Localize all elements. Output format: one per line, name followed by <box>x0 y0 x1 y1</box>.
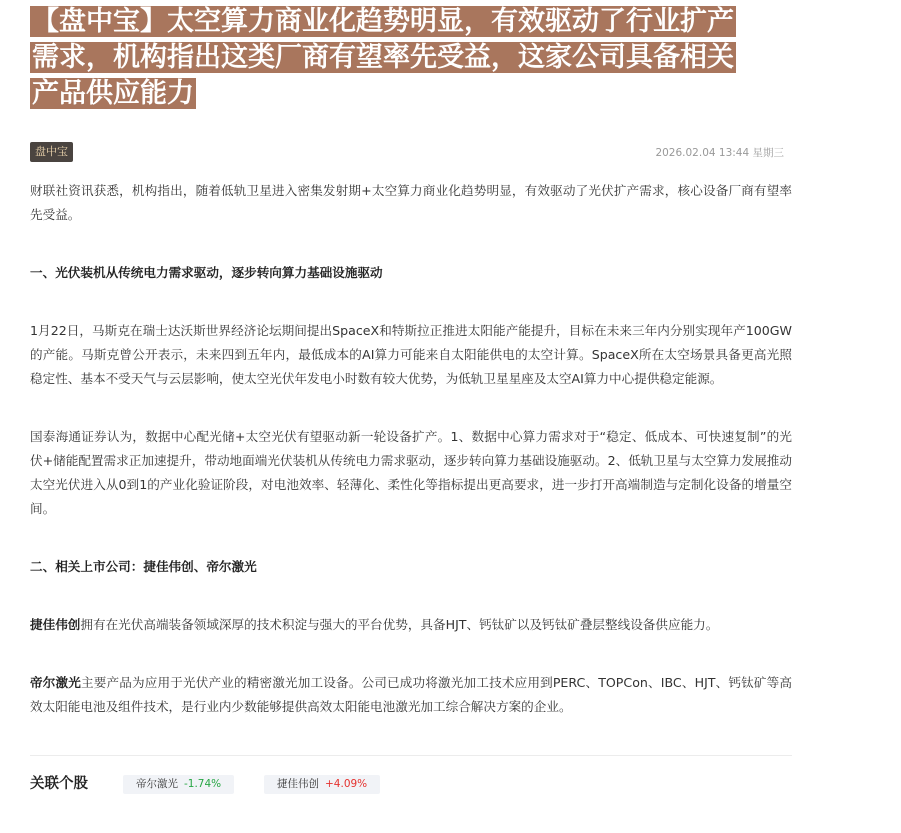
company-desc-1: 拥有在光伏高端装备领域深厚的技术积淀与强大的平台优势，具备HJT、钙钛矿以及钙钛矿叠层整线设备供应能力。 <box>80 617 719 632</box>
stock-name: 帝尔激光 <box>136 778 178 790</box>
company-desc-2: 主要产品为应用于光伏产业的精密激光加工设备。公司已成功将激光加工技术应用到PERC、TOPCon、IBC、HJT、钙钛矿等高效太阳能电池及组件技术，是行业内少数能够提供高效太阳能电池激光加工综合解决方案的企业。 <box>30 675 793 714</box>
title-line: 需求，机构指出这类厂商有望率先受益，这家公司具备相关 <box>32 42 734 73</box>
section-heading-2: 二、相关上市公司：捷佳伟创、帝尔激光 <box>30 559 257 574</box>
section1-paragraph-2: 国泰海通证券认为，数据中心配光储+太空光伏有望驱动新一轮设备扩产。1、数据中心算力需求对于“稳定、低成本、可快速复制”的光伏+储能配置需求正加速提升，带动地面端光伏装机从传统电力需求驱动，逐步转向算力基础设施驱动。2、低轨卫星与太空算力发展推动太空光伏进入从0到1的产业化验证阶段，对电池效率、轻薄化、柔性化等指标提出更高要求，进一步打开高端制造与定制化设备的增量空间。 <box>30 429 792 516</box>
stock-chip-dierjiguang[interactable] <box>123 775 234 794</box>
column-tag[interactable]: 盘中宝 <box>30 142 73 162</box>
stock-name: 捷佳伟创 <box>277 778 319 790</box>
article <box>30 0 792 796</box>
company-paragraph-1 <box>30 613 792 637</box>
company-name-jiejiaweichuang: 捷佳伟创 <box>30 617 81 632</box>
stock-chip-jiejiaweichuang[interactable] <box>264 775 380 794</box>
intro-paragraph: 财联社资讯获悉，机构指出，随着低轨卫星进入密集发射期+太空算力商业化趋势明显，有效驱动了光伏扩产需求，核心设备厂商有望率先受益。 <box>30 183 792 222</box>
related-stocks <box>30 772 792 796</box>
stock-change: -1.74% <box>184 778 222 790</box>
title-line: 产品供应能力 <box>32 78 194 109</box>
related-stocks-title: 关联个股 <box>30 776 88 792</box>
section-heading-1: 一、光伏装机从传统电力需求驱动，逐步转向算力基础设施驱动 <box>30 265 383 280</box>
title-line: 【盘中宝】太空算力商业化趋势明显，有效驱动了行业扩产 <box>32 6 734 37</box>
article-meta <box>30 142 792 164</box>
divider <box>30 755 792 756</box>
company-paragraph-2 <box>30 671 792 719</box>
stock-change: +4.09% <box>325 778 368 790</box>
company-name-dierjiguang: 帝尔激光 <box>30 675 82 690</box>
publish-date: 2026.02.04 13:44 星期三 <box>655 147 784 159</box>
article-title <box>30 4 792 112</box>
section1-paragraph-1: 1月22日，马斯克在瑞士达沃斯世界经济论坛期间提出SpaceX和特斯拉正推进太阳能产能提升，目标在未来三年内分别实现年产100GW的产能。马斯克曾公开表示，未来四到五年内，最低成本的AI算力可能来自太阳能供电的太空计算。SpaceX所在太空场景具备更高光照稳定性、基本不受天气与云层影响，使太空光伏年发电小时数有较大优势，为低轨卫星星座及太空AI算力中心提供稳定能源。 <box>30 323 792 386</box>
